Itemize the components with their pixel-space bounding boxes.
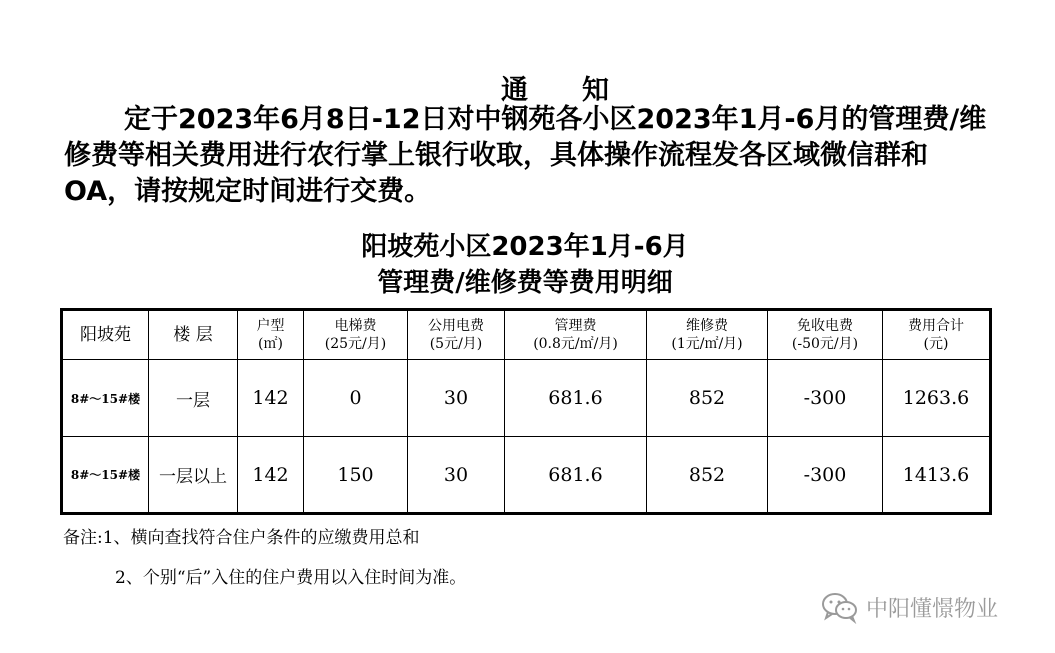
cell-total: 1413.6 — [883, 437, 991, 514]
cell-floor: 一层 — [149, 360, 238, 437]
watermark — [820, 590, 998, 624]
header-cell-electricity-waiver: 免收电费 (-50元/月) — [768, 310, 883, 360]
fee-table — [60, 308, 992, 515]
cell-elevator-fee: 150 — [304, 437, 408, 514]
cell-total: 1263.6 — [883, 360, 991, 437]
header-cell-floor: 楼 层 — [149, 310, 238, 360]
table-row — [62, 360, 991, 437]
table-header-row — [62, 310, 991, 360]
header-cell-public-electricity: 公用电费 (5元/月) — [408, 310, 505, 360]
table-row — [62, 437, 991, 514]
cell-public-electricity: 30 — [408, 360, 505, 437]
watermark-text: 中阳懂憬物业 — [866, 596, 999, 622]
cell-building: 8#～15#楼 — [62, 360, 149, 437]
header-cell-elevator-fee: 电梯费 (25元/月) — [304, 310, 408, 360]
note-line-1: 备注:1、横向查找符合住户条件的应缴费用总和 — [63, 528, 420, 548]
notice-body-text: 定于2023年6月8日-12日对中钢苑各小区2023年1月-6月的管理费/维修费等相关费用进行农行掌上银行收取，具体操作流程发各区域微信群和OA，请按规定时间进行交费。 — [64, 104, 987, 207]
table-title-line2: 管理费/维修费等费用明细 — [377, 268, 673, 298]
cell-elevator-fee: 0 — [304, 360, 408, 437]
cell-building: 8#～15#楼 — [62, 437, 149, 514]
cell-maintenance-fee: 852 — [647, 360, 768, 437]
header-cell-unit-type: 户型 (㎡) — [238, 310, 304, 360]
cell-unit-type: 142 — [238, 437, 304, 514]
cell-electricity-waiver: -300 — [768, 437, 883, 514]
wechat-icon — [820, 590, 860, 624]
table-title — [0, 229, 1050, 301]
header-cell-total: 费用合计 (元) — [883, 310, 991, 360]
cell-electricity-waiver: -300 — [768, 360, 883, 437]
cell-unit-type: 142 — [238, 360, 304, 437]
table-title-line1: 阳坡苑小区2023年1月-6月 — [361, 232, 689, 262]
cell-management-fee: 681.6 — [505, 437, 647, 514]
cell-floor: 一层以上 — [149, 437, 238, 514]
cell-maintenance-fee: 852 — [647, 437, 768, 514]
notice-title: 通 知 — [501, 75, 609, 106]
cell-public-electricity: 30 — [408, 437, 505, 514]
header-cell-community: 阳坡苑 — [62, 310, 149, 360]
cell-management-fee: 681.6 — [505, 360, 647, 437]
notice-body — [64, 102, 994, 210]
header-cell-management-fee: 管理费 (0.8元/㎡/月) — [505, 310, 647, 360]
header-cell-maintenance-fee: 维修费 (1元/㎡/月) — [647, 310, 768, 360]
note-line-2: 2、个别“后”入住的住户费用以入住时间为准。 — [115, 568, 467, 588]
